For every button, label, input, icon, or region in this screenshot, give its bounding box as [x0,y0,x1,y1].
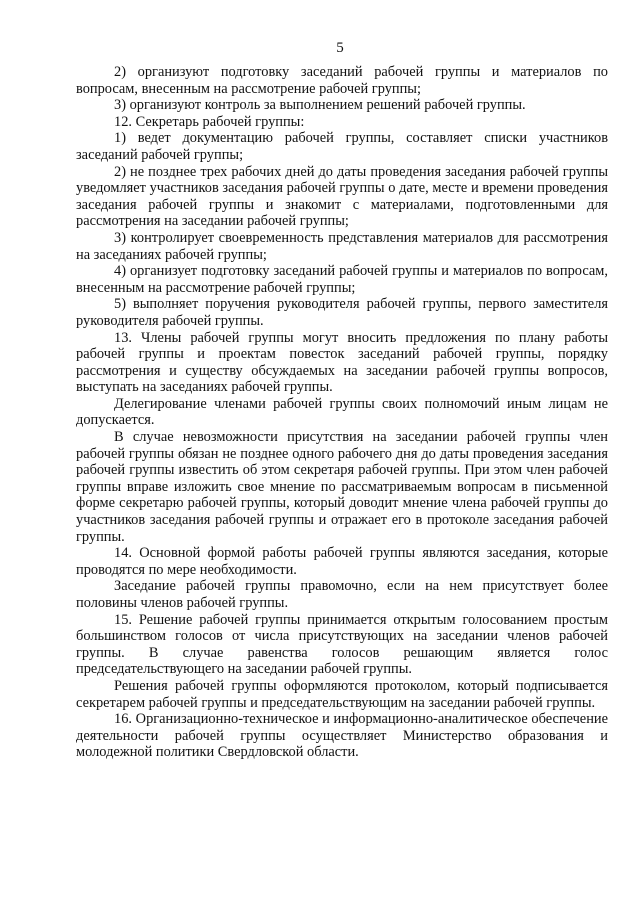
paragraph: 1) ведет документацию рабочей группы, составляет списки участников заседаний рабочей группы; [76,130,608,163]
paragraph: 15. Решение рабочей группы принимается открытым голосованием простым большинством голосов от числа присутствующих на заседании членов рабочей группы. В случае равенства голосов решающим является голос председательствующего на заседании рабочей группы. [76,611,608,678]
paragraph: 2) организуют подготовку заседаний рабочей группы и материалов по вопросам, внесенным на рассмотрение рабочей группы; [76,64,608,97]
page-number: 5 [336,40,344,56]
paragraph: Делегирование членами рабочей группы своих полномочий иным лицам не допускается. [76,395,608,429]
document-body [76,64,608,761]
paragraph: 5) выполняет поручения руководителя рабочей группы, первого заместителя руководителя рабочей группы. [76,296,608,329]
paragraph: 16. Организационно-техническое и информационно-аналитическое обеспечение деятельности рабочей группы осуществляет Министерство образования и молодежной политики Свердловской области. [76,711,608,761]
paragraph: 3) организуют контроль за выполнением решений рабочей группы. [114,97,526,114]
paragraph: В случае невозможности присутствия на заседании рабочей группы член рабочей группы обязан не позднее одного рабочего дня до даты проведения заседания рабочей группы известить об этом секретаря рабочей группы. При этом член рабочей группы вправе изложить свое мнение по рассматриваемым вопросам в письменной форме секретарю рабочей группы, который доводит мнение члена рабочей группы до участников заседания рабочей группы и отражает его в протоколе заседания рабочей группы. [76,429,608,545]
paragraph: 12. Секретарь рабочей группы: [114,113,305,130]
paragraph: 13. Члены рабочей группы могут вносить предложения по плану работы рабочей группы и проектам повесток заседаний рабочей группы, порядку рассмотрения и существу обсуждаемых на заседании рабочей группы вопросов, выступать на заседаниях рабочей группы. [76,329,608,396]
paragraph: Заседание рабочей группы правомочно, если на нем присутствует более половины членов рабочей группы. [76,578,608,611]
paragraph: 4) организует подготовку заседаний рабочей группы и материалов по вопросам, внесенным на рассмотрение рабочей группы; [76,263,608,296]
paragraph: 2) не позднее трех рабочих дней до даты проведения заседания рабочей группы уведомляет участников заседания рабочей группы о дате, месте и времени проведения заседания рабочей группы и знакомит с материалами, подготовленными для рассмотрения на заседании рабочей группы; [76,163,608,230]
paragraph: 3) контролирует своевременность представления материалов для рассмотрения на заседаниях рабочей группы; [76,229,608,263]
paragraph: 14. Основной формой работы рабочей группы являются заседания, которые проводятся по мере необходимости. [76,545,608,578]
paragraph: Решения рабочей группы оформляются протоколом, который подписывается секретарем рабочей группы и председательствующим на заседании рабочей группы. [76,677,608,711]
